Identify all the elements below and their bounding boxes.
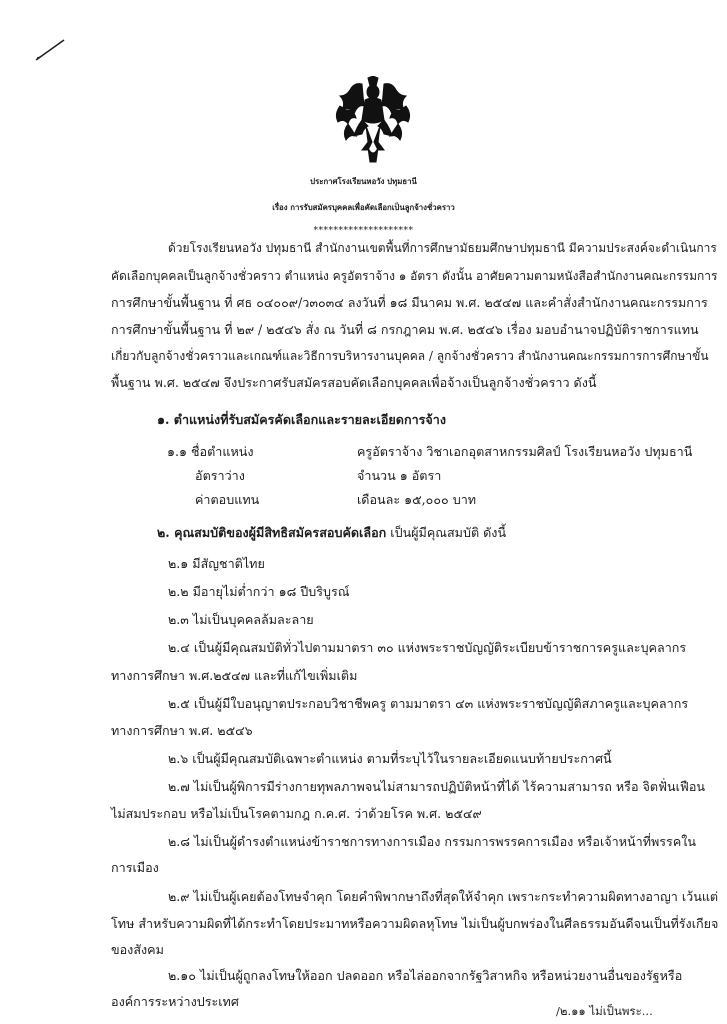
section2-heading: ๒. คุณสมบัติของผู้มีสิทธิสมัครสอบคัดเลือก (157, 525, 387, 540)
qualification-item: ๒.๙ ไม่เป็นผู้เคยต้องโทษจำคุก โดยคำพิพากษาถึงที่สุดให้จำคุก เพราะกระทำความผิดทางอาญา เว้นแต่ (168, 889, 719, 904)
vacancy-value: จำนวน ๑ อัตรา (357, 468, 442, 483)
qualification-item: ๒.๑ มีสัญชาติไทย (168, 556, 265, 571)
qualification-item-cont: การเมือง (111, 860, 159, 875)
vacancy-label: อัตราว่าง (195, 468, 245, 483)
section2-heading-suffix: เป็นผู้มีคุณสมบัติ ดังนี้ (386, 525, 507, 540)
qualification-item: ๒.๖ เป็นผู้มีคุณสมบัติเฉพาะตำแหน่ง ตามที่ระบุไว้ในรายละเอียดแนบท้ายประกาศนี้ (168, 751, 612, 766)
intro-line: เกี่ยวกับลูกจ้างชั่วคราวและเกณฑ์และวิธีการบริหารงานบุคคล / ลูกจ้างชั่วคราว สำนักงานคณะกรรมการการศึกษาขั้น (111, 349, 709, 363)
qualification-item-cont: ทางการศึกษา พ.ศ. ๒๕๔๖ (111, 723, 253, 738)
position-label: ๑.๑ ชื่อตำแหน่ง (167, 444, 254, 459)
qualification-item: ๒.๑๐ ไม่เป็นผู้ถูกลงโทษให้ออก ปลดออก หรือไล่ออกจากรัฐวิสาหกิจ หรือหน่วยงานอื่นของรัฐหรือ (168, 968, 683, 983)
salary-label: ค่าตอบแทน (195, 492, 260, 507)
intro-line: การศึกษาขั้นพื้นฐาน ที่ ศธ ๐๔๐๐๙/ว๓๐๓๔ ลงวันที่ ๑๘ มีนาคม พ.ศ. ๒๕๔๗ และคำสั่งสำนักงานคณะกรรมการ (111, 295, 708, 310)
garuda-emblem (332, 76, 414, 164)
qualification-item: ๒.๒ มีอายุไม่ต่ำกว่า ๑๘ ปีบริบูรณ์ (168, 584, 350, 599)
title-separator: ******************** (313, 226, 414, 236)
intro-line: ด้วยโรงเรียนหอวัง ปทุมธานี สำนักงานเขตพื้นที่การศึกษามัธยมศึกษาปทุมธานี มีความประสงค์จะดำเนินการ (168, 241, 717, 255)
page-continuation: /๒.๑๑ ไม่เป็นพระ... (556, 1004, 653, 1018)
position-value: ครูอัตราจ้าง วิชาเอกอุตสาหกรรมศิลป์ โรงเรียนหอวัง ปทุมธานี (357, 444, 693, 459)
salary-value: เดือนละ ๑๕,๐๐๐ บาท (357, 492, 477, 507)
qualification-item-cont: โทษ สำหรับความผิดที่ได้กระทำโดยประมาทหรือความผิดลหุโทษ ไม่เป็นผู้บกพร่องในศีลธรรมอันดีจนเป็นที่รังเกียจ (111, 916, 719, 931)
qualification-item: ๒.๓ ไม่เป็นบุคคลล้มละลาย (168, 612, 314, 627)
intro-line: คัดเลือกบุคคลเป็นลูกจ้างชั่วคราว ตำแหน่ง ครูอัตราจ้าง ๑ อัตรา ดังนั้น อาศัยความตามหนังสือสำนักงานคณะกรรมการ (111, 269, 718, 283)
qualification-item: ๒.๗ ไม่เป็นผู้พิการมีร่างกายทุพลภาพจนไม่สามารถปฏิบัติหน้าที่ได้ ไร้ความสามารถ หรือ จิตฟั่นเฟือน (168, 779, 705, 794)
qualification-item-cont: องค์การระหว่างประเทศ (111, 994, 239, 1009)
qualification-item-cont: ทางการศึกษา พ.ศ.๒๕๔๗ และที่แก้ไขเพิ่มเติม (111, 668, 358, 683)
announcement-subject: เรื่อง การรับสมัครบุคคลเพื่อคัดเลือกเป็นลูกจ้างชั่วคราว (272, 203, 455, 212)
intro-line: การศึกษาขั้นพื้นฐาน ที่ ๒๙ / ๒๕๔๖ สั่ง ณ วันที่ ๘ กรกฎาคม พ.ศ. ๒๕๔๖ เรื่อง มอบอำนาจปฏิบัติราชการแทน (111, 322, 699, 337)
section2-heading-row (157, 527, 506, 540)
section1-heading: ๑. ตำแหน่งที่รับสมัครคัดเลือกและรายละเอียดการจ้าง (157, 412, 447, 427)
announcement-title: ประกาศโรงเรียนหอวัง ปทุมธานี (310, 177, 417, 186)
qualification-item: ๒.๘ ไม่เป็นผู้ดำรงตำแหน่งข้าราชการทางการเมือง กรรมการพรรคการเมือง หรือเจ้าหน้าที่พรรคใน (168, 834, 697, 849)
qualification-item-cont: ของสังคม (111, 942, 164, 957)
intro-line: พื้นฐาน พ.ศ. ๒๕๔๗ จึงประกาศรับสมัครสอบคัดเลือกบุคคลเพื่อจ้างเป็นลูกจ้างชั่วคราว ดังนี้ (111, 375, 597, 390)
pen-stroke-mark (34, 34, 68, 64)
qualification-item-cont: ไม่สมประกอบ หรือไม่เป็นโรคตามกฎ ก.ค.ศ. ว่าด้วยโรค พ.ศ. ๒๕๔๙ (111, 806, 482, 821)
qualification-item: ๒.๔ เป็นผู้มีคุณสมบัติทั่วไปตามมาตรา ๓๐ แห่งพระราชบัญญัติระเบียบข้าราชการครูและบุคลากร (168, 640, 687, 655)
qualification-item: ๒.๕ เป็นผู้มีใบอนุญาตประกอบวิชาชีพครู ตามมาตรา ๔๓ แห่งพระราชบัญญัติสภาครูและบุคลากร (168, 696, 689, 711)
